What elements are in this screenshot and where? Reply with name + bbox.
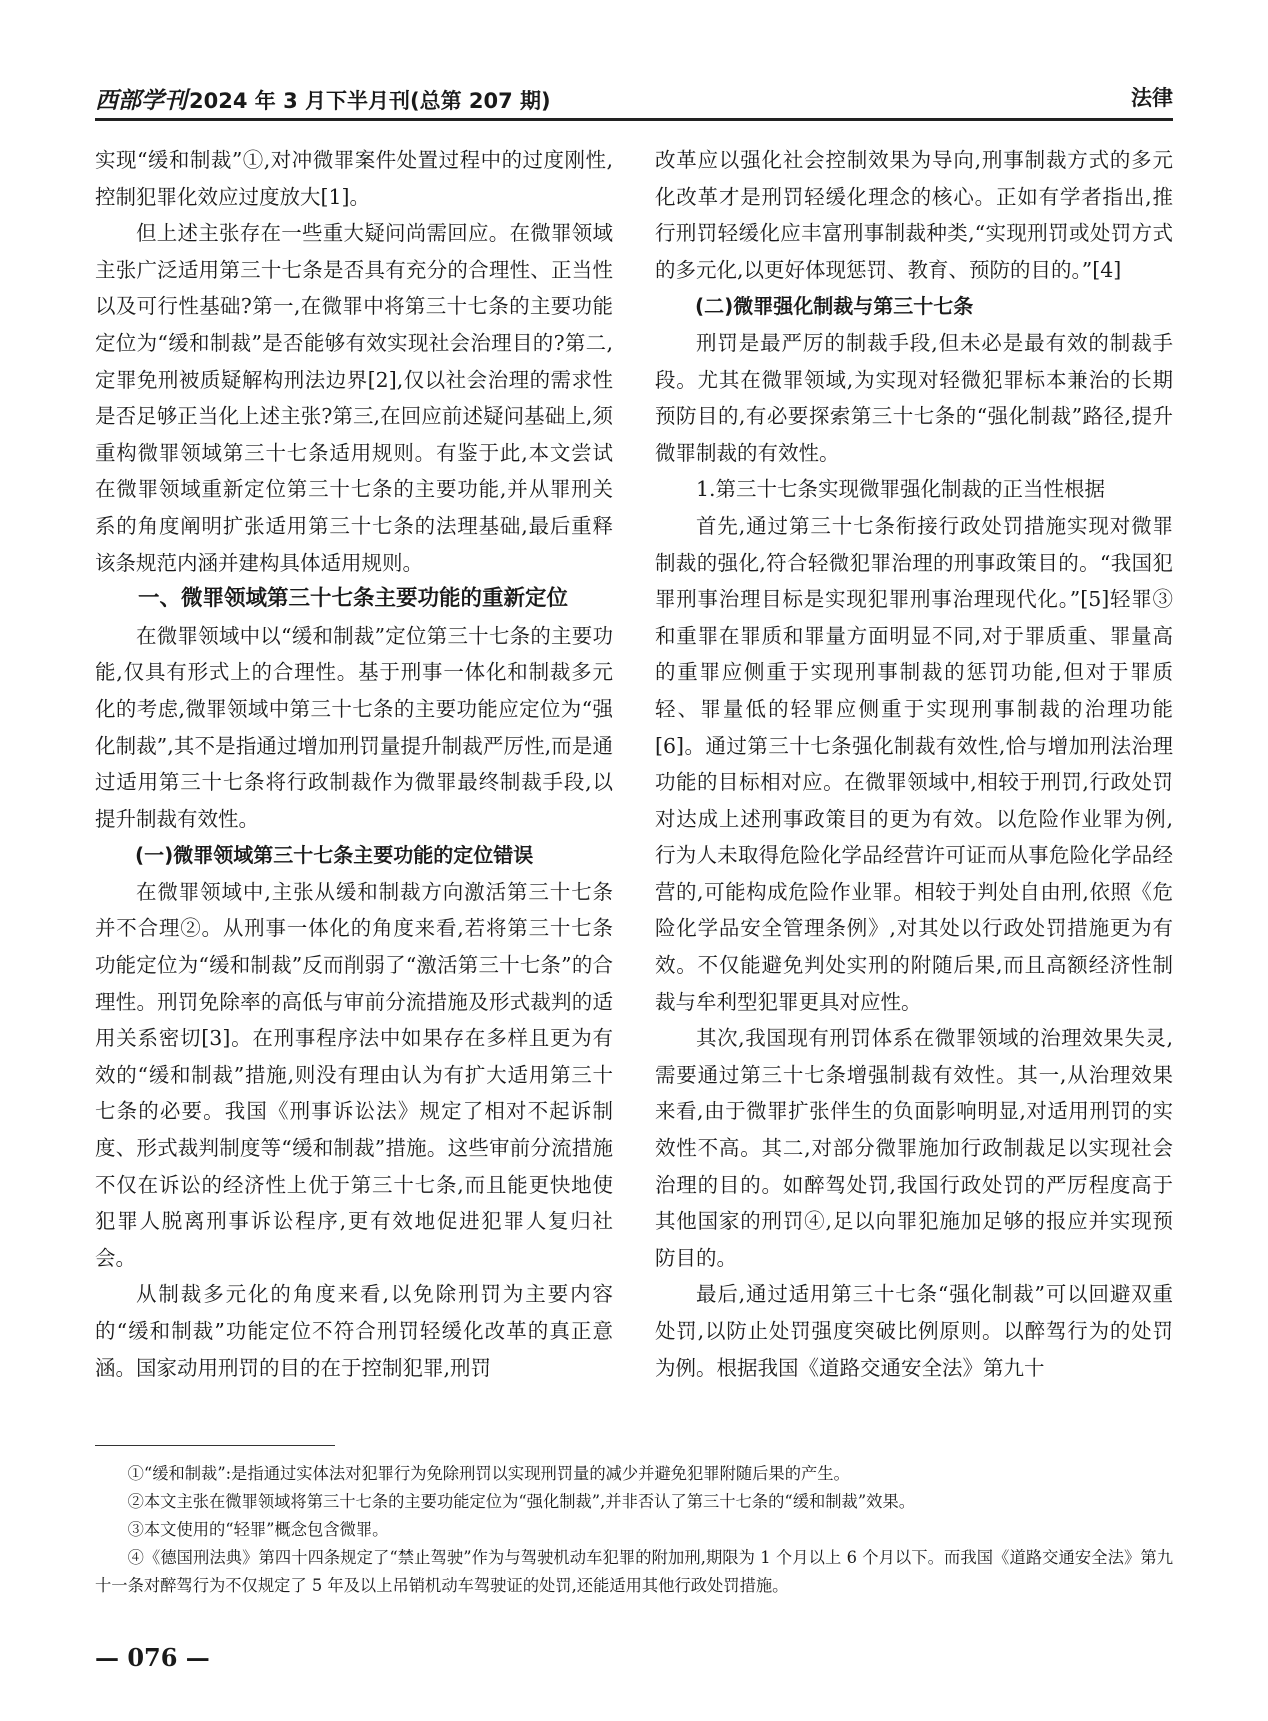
journal-issue: 2024 年 3 月下半月刊(总第 207 期) [189, 89, 551, 113]
page-number: — 076 — [95, 1643, 210, 1672]
subsection-heading: (一)微罪领域第三十七条主要功能的定位错误 [135, 843, 534, 868]
footnote: ②本文主张在微罪领域将第三十七条的主要功能定位为“强化制裁”,并非否认了第三十七条的“缓和制裁”效果。 [127, 1492, 916, 1511]
paragraph: 从制裁多元化的角度来看,以免除刑罚为主要内容的“缓和制裁”功能定位不符合刑罚轻缓化改革的真正意涵。国家动用刑罚的目的在于控制犯罪,刑罚 [95, 1282, 613, 1380]
footnotes [95, 1460, 1173, 1600]
footnote: ③本文使用的“轻罪”概念包含微罪。 [127, 1520, 389, 1539]
left-column [95, 142, 613, 1386]
header-rule [95, 118, 1173, 121]
paragraph: 但上述主张存在一些重大疑问尚需回应。在微罪领域主张广泛适用第三十七条是否具有充分的合理性、正当性以及可行性基础?第一,在微罪中将第三十七条的主要功能定位为“缓和制裁”是否能够有效实现社会治理目的?第二,定罪免刑被质疑解构刑法边界[2],仅以社会治理的需求性是否足够正当化上述主张?第三,在回应前述疑问基础上,须重构微罪领域第三十七条适用规则。有鉴于此,本文尝试在微罪领域重新定位第三十七条的主要功能,并从罪刑关系的角度阐明扩张适用第三十七条的法理基础,最后重释该条规范内涵并建构具体适用规则。 [95, 221, 613, 575]
paragraph: 在微罪领域中以“缓和制裁”定位第三十七条的主要功能,仅具有形式上的合理性。基于刑事一体化和制裁多元化的考虑,微罪领域中第三十七条的主要功能应定位为“强化制裁”,其不是指通过增加刑罚量提升制裁严厉性,而是通过适用第三十七条将行政制裁作为微罪最终制裁手段,以提升制裁有效性。 [95, 623, 613, 831]
paragraph: 其次,我国现有刑罚体系在微罪领域的治理效果失灵,需要通过第三十七条增强制裁有效性。其一,从治理效果来看,由于微罪扩张伴生的负面影响明显,对适用刑罚的实效性不高。其二,对部分微罪施加行政制裁足以实现社会治理的目的。如醉驾处罚,我国行政处罚的严厉程度高于其他国家的刑罚④,足以向罪犯施加足够的报应并实现预防目的。 [655, 1026, 1173, 1270]
journal-logo: 西部学刊 [95, 87, 187, 114]
paragraph: 刑罚是最严厉的制裁手段,但未必是最有效的制裁手段。尤其在微罪领域,为实现对轻微犯罪标本兼治的长期预防目的,有必要探索第三十七条的“强化制裁”路径,提升微罪制裁的有效性。 [655, 330, 1173, 465]
paragraph: 改革应以强化社会控制效果为导向,刑事制裁方式的多元化改革才是刑罚轻缓化理念的核心。正如有学者指出,推行刑罚轻缓化应丰富刑事制裁种类,“实现刑罚或处罚方式的多元化,以更好体现惩罚、教育、预防的目的。”[4] [655, 148, 1173, 282]
paragraph: 首先,通过第三十七条衔接行政处罚措施实现对微罪制裁的强化,符合轻微犯罪治理的刑事政策目的。“我国犯罪刑事治理目标是实现犯罪刑事治理现代化。”[5]轻罪③和重罪在罪质和罪量方面明显不同,对于罪质重、罪量高的重罪应侧重于实现刑事制裁的惩罚功能,但对于罪质轻、罪量低的轻罪应侧重于实现刑事制裁的治理功能[6]。通过第三十七条强化制裁有效性,恰与增加刑法治理功能的目标相对应。在微罪领域中,相较于刑罚,行政处罚对达成上述刑事政策目的更为有效。以危险作业罪为例,行为人未取得危险化学品经营许可证而从事危险化学品经营的,可能构成危险作业罪。相较于判处自由刑,依照《危险化学品安全管理条例》,对其处以行政处罚措施更为有效。不仅能避免判处实刑的附随后果,而且高额经济性制裁与牟利型犯罪更具对应性。 [655, 513, 1173, 1014]
paragraph: 实现“缓和制裁”①,对冲微罪案件处置过程中的过度刚性,控制犯罪化效应过度放大[1]。 [95, 148, 613, 209]
footnote: ①“缓和制裁”:是指通过实体法对犯罪行为免除刑罚以实现刑罚量的减少并避免犯罪附随后果的产生。 [127, 1464, 850, 1483]
page-header [95, 82, 1173, 124]
subsection-heading: (二)微罪强化制裁与第三十七条 [695, 294, 974, 319]
footnote-rule [95, 1445, 335, 1446]
section-label: 法律 [1131, 86, 1173, 110]
paragraph: 在微罪领域中,主张从缓和制裁方向激活第三十七条并不合理②。从刑事一体化的角度来看,若将第三十七条功能定位为“缓和制裁”反而削弱了“激活第三十七条”的合理性。刑罚免除率的高低与审前分流措施及形式裁判的适用关系密切[3]。在刑事程序法中如果存在多样且更为有效的“缓和制裁”措施,则没有理由认为有扩大适用第三十七条的必要。我国《刑事诉讼法》规定了相对不起诉制度、形式裁判制度等“缓和制裁”措施。这些审前分流措施不仅在诉讼的经济性上优于第三十七条,而且能更快地使犯罪人脱离刑事诉讼程序,更有效地促进犯罪人复归社会。 [95, 879, 613, 1270]
paragraph: 最后,通过适用第三十七条“强化制裁”可以回避双重处罚,以防止处罚强度突破比例原则。以醉驾行为的处罚为例。根据我国《道路交通安全法》第九十 [655, 1282, 1173, 1380]
sub-subsection-heading: 1.第三十七条实现微罪强化制裁的正当性根据 [696, 477, 1106, 502]
footnote: ④《德国刑法典》第四十四条规定了“禁止驾驶”作为与驾驶机动车犯罪的附加刑,期限为 1 个月以上 6 个月以下。而我国《道路交通安全法》第九十一条对醉驾行为不仅规定了 5 年及以上吊销机动车驾驶证的处罚,还能适用其他行政处罚措施。 [95, 1548, 1173, 1595]
right-column [655, 142, 1173, 1386]
journal-title [95, 82, 551, 115]
section-heading: 一、微罪领域第三十七条主要功能的重新定位 [138, 586, 569, 612]
